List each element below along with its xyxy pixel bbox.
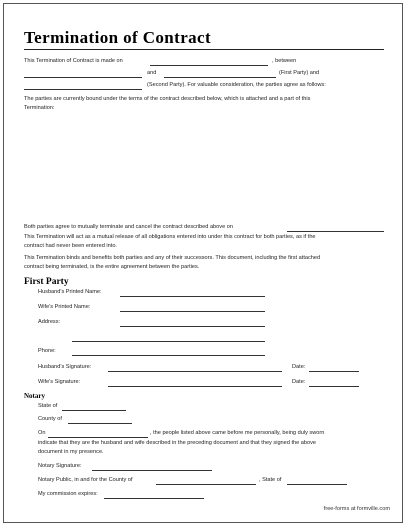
- notary-county-field[interactable]: [68, 423, 132, 424]
- first-party-name-field[interactable]: [24, 77, 142, 78]
- intro-body-line2: Termination:: [24, 105, 55, 111]
- intro-body-line1: The parties are currently bound under the terms of the contract described below, which is attached and a part of this: [24, 96, 311, 102]
- intro-line3: (Second Party). For valuable consideration, the parties agree as follows:: [147, 82, 326, 88]
- address-label: Address:: [38, 319, 61, 325]
- wife-signature-field[interactable]: [108, 386, 282, 387]
- title-rule: [24, 49, 384, 50]
- notary-heading: Notary: [24, 392, 45, 400]
- terms-binding-line1: This Termination binds and benefits both parties and any of their successors. This document, including the first attached: [24, 255, 321, 261]
- husband-signature-field[interactable]: [108, 371, 282, 372]
- wife-signature-label: Wife's Signature:: [38, 379, 81, 385]
- notary-public-state-field[interactable]: [287, 484, 347, 485]
- notary-ack-line1: indicate that they are the husband and wife described in the preceding document and that they signed the above: [38, 440, 317, 446]
- address-field-line2[interactable]: [72, 341, 265, 342]
- termination-date-field[interactable]: [287, 231, 384, 232]
- contract-date-field[interactable]: [150, 65, 268, 66]
- wife-name-field[interactable]: [120, 311, 265, 312]
- notary-ack-line2: document in my presence.: [38, 449, 104, 455]
- notary-on-text: , the people listed above came before me personally, being duly sworn: [150, 430, 325, 436]
- date-label-2: Date:: [292, 379, 306, 385]
- commission-label: My commission expires:: [38, 491, 98, 497]
- second-party-name-field-2[interactable]: [24, 89, 142, 90]
- husband-name-label: Husband's Printed Name:: [38, 289, 102, 295]
- notary-signature-label: Notary Signature:: [38, 463, 82, 469]
- intro-line1-prefix: This Termination of Contract is made on: [24, 58, 123, 64]
- notary-date-field[interactable]: [48, 437, 148, 438]
- notary-state-field[interactable]: [62, 410, 126, 411]
- notary-public-label: Notary Public, in and for the County of: [38, 477, 133, 483]
- first-party-heading: First Party: [24, 277, 69, 287]
- intro-first-party-label: (First Party) and: [279, 70, 320, 76]
- notary-signature-field[interactable]: [92, 470, 212, 471]
- notary-public-state-label: , State of: [259, 477, 282, 483]
- terms-release-line2: contract had never been entered into.: [24, 243, 117, 249]
- terms-release-line1: This Termination will act as a mutual release of all obligations entered into under this contract for both parties, as if the: [24, 234, 316, 240]
- wife-date-field[interactable]: [309, 386, 359, 387]
- phone-label: Phone:: [38, 348, 56, 354]
- phone-field[interactable]: [72, 355, 265, 356]
- husband-name-field[interactable]: [120, 296, 265, 297]
- intro-line1-suffix: , between: [272, 58, 297, 64]
- terms-binding-line2: contract being terminated, is the entire agreement between the parties.: [24, 264, 200, 270]
- notary-county-label: County of: [38, 416, 62, 422]
- notary-state-label: State of: [38, 403, 58, 409]
- notary-public-county-field[interactable]: [156, 484, 256, 485]
- second-party-name-field-1[interactable]: [164, 77, 276, 78]
- intro-and: and: [147, 70, 157, 76]
- page-title: Termination of Contract: [24, 28, 212, 47]
- husband-date-field[interactable]: [309, 371, 359, 372]
- terms-agree-text: Both parties agree to mutually terminate and cancel the contract described above on: [24, 224, 233, 230]
- date-label-1: Date:: [292, 364, 306, 370]
- footer-text: free-forms at formville.com: [323, 506, 390, 512]
- address-field-line1[interactable]: [120, 326, 265, 327]
- notary-on-label: On: [38, 430, 46, 436]
- husband-signature-label: Husband's Signature:: [38, 364, 92, 370]
- commission-expiry-field[interactable]: [104, 498, 204, 499]
- wife-name-label: Wife's Printed Name:: [38, 304, 91, 310]
- document-page: [3, 3, 403, 523]
